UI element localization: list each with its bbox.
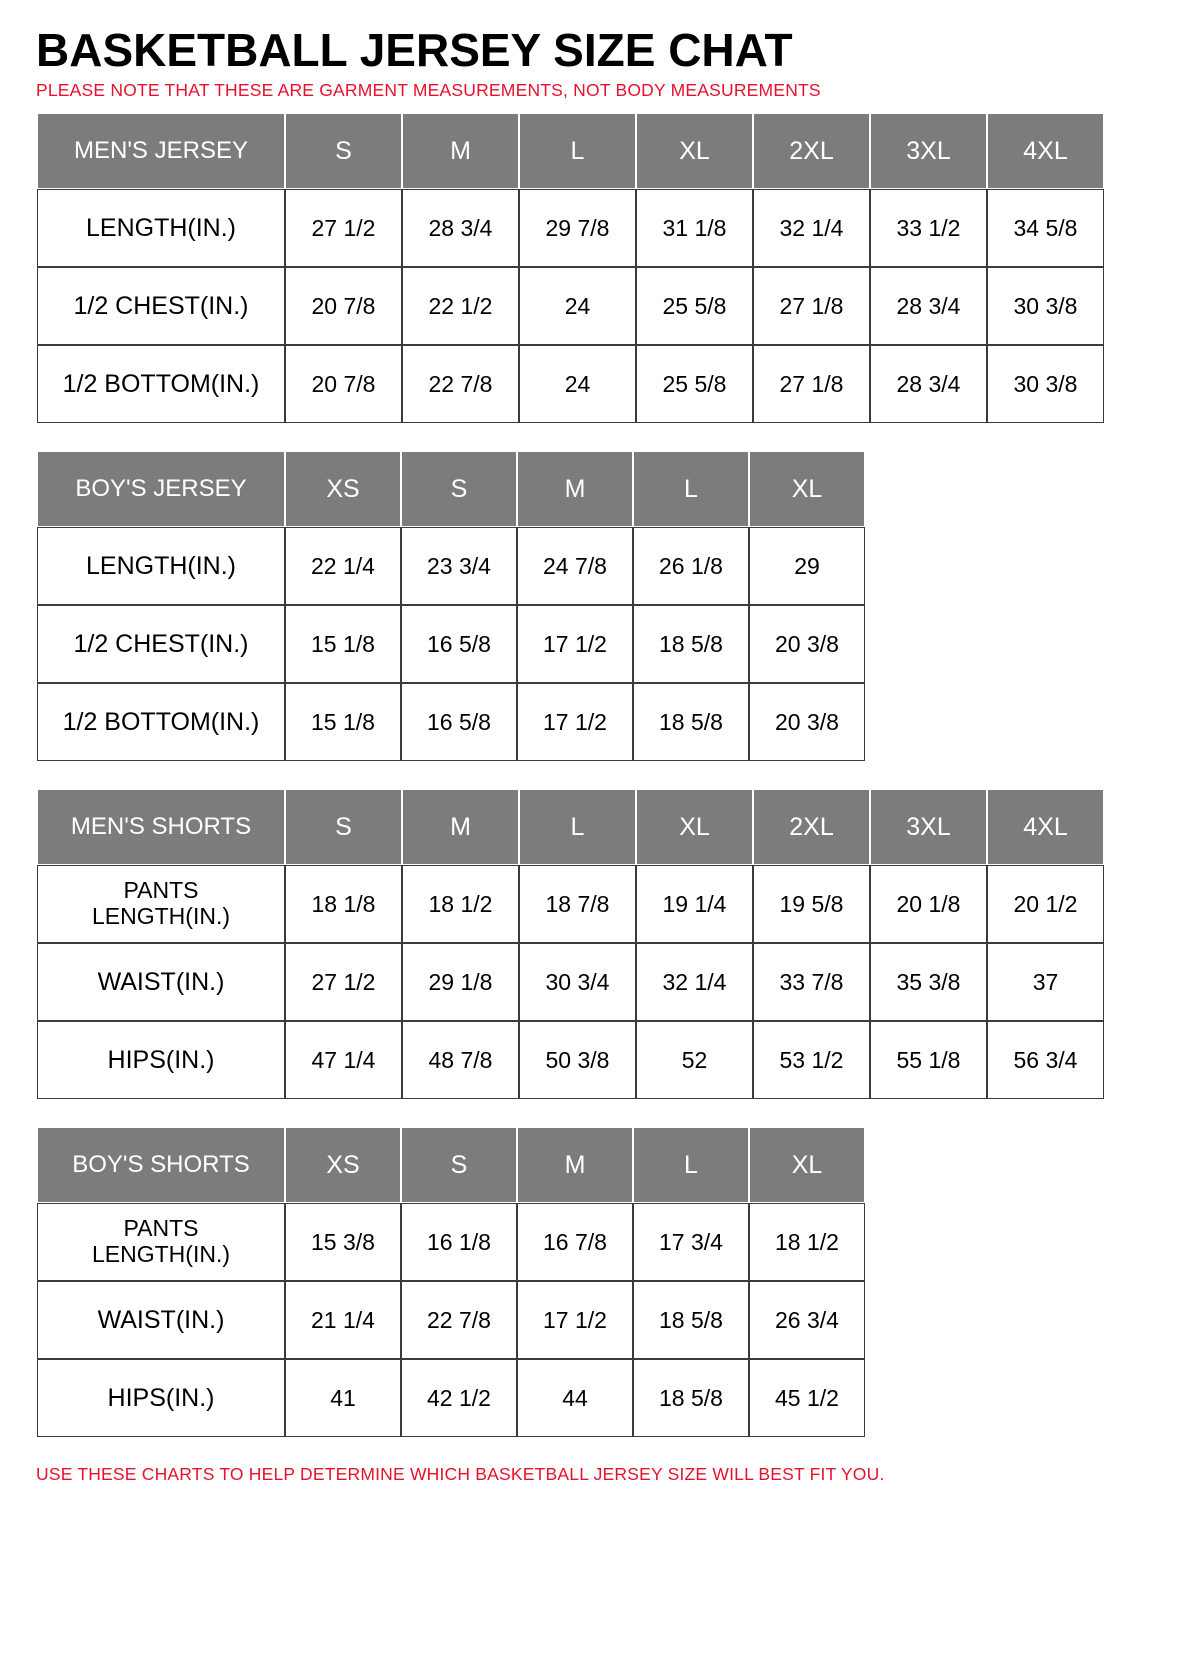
size-header-3xl: 3XL <box>870 789 987 865</box>
measurement-value: 16 1/8 <box>401 1203 517 1281</box>
measurement-value: 41 <box>285 1359 401 1437</box>
measurement-label: 1/2 CHEST(IN.) <box>37 605 285 683</box>
measurement-value: 22 1/4 <box>285 527 401 605</box>
size-header-s: S <box>285 789 402 865</box>
table-row <box>37 189 1104 267</box>
measurement-label: HIPS(IN.) <box>37 1359 285 1437</box>
measurement-value: 15 1/8 <box>285 605 401 683</box>
table-row <box>37 605 865 683</box>
size-header-xl: XL <box>749 1127 865 1203</box>
measurement-value: 18 5/8 <box>633 1359 749 1437</box>
measurement-value: 19 5/8 <box>753 865 870 943</box>
table-row <box>37 865 1104 943</box>
measurement-value: 24 <box>519 345 636 423</box>
size-header-s: S <box>401 1127 517 1203</box>
measurement-value: 16 5/8 <box>401 683 517 761</box>
measurement-value: 28 3/4 <box>870 345 987 423</box>
measurement-value: 16 7/8 <box>517 1203 633 1281</box>
measurement-label: PANTS LENGTH(IN.) <box>37 1203 285 1281</box>
table-row <box>37 345 1104 423</box>
measurement-value: 18 1/2 <box>402 865 519 943</box>
measurement-value: 27 1/8 <box>753 345 870 423</box>
size-header-xl: XL <box>636 113 753 189</box>
size-header-xs: XS <box>285 451 401 527</box>
measurement-value: 27 1/2 <box>285 943 402 1021</box>
table-category-label: MEN'S JERSEY <box>37 113 285 189</box>
size-table-boys-shorts <box>36 1126 866 1438</box>
measurement-value: 42 1/2 <box>401 1359 517 1437</box>
table-header-row <box>37 451 865 527</box>
size-header-l: L <box>519 789 636 865</box>
measurement-value: 17 1/2 <box>517 683 633 761</box>
measurement-value: 22 7/8 <box>402 345 519 423</box>
measurement-value: 34 5/8 <box>987 189 1104 267</box>
size-header-m: M <box>402 789 519 865</box>
measurement-value: 18 5/8 <box>633 1281 749 1359</box>
table-header-row <box>37 113 1104 189</box>
measurement-value: 52 <box>636 1021 753 1099</box>
measurement-value: 28 3/4 <box>870 267 987 345</box>
size-header-xl: XL <box>749 451 865 527</box>
measurement-value: 35 3/8 <box>870 943 987 1021</box>
measurement-label: LENGTH(IN.) <box>37 527 285 605</box>
measurement-value: 20 3/8 <box>749 605 865 683</box>
measurement-value: 45 1/2 <box>749 1359 865 1437</box>
table-row <box>37 943 1104 1021</box>
measurement-value: 27 1/8 <box>753 267 870 345</box>
size-header-2xl: 2XL <box>753 789 870 865</box>
size-header-l: L <box>633 1127 749 1203</box>
size-header-xl: XL <box>636 789 753 865</box>
table-row <box>37 267 1104 345</box>
size-tables-container <box>28 112 1172 1438</box>
measurement-value: 44 <box>517 1359 633 1437</box>
measurement-value: 25 5/8 <box>636 267 753 345</box>
size-header-l: L <box>519 113 636 189</box>
measurement-value: 20 1/8 <box>870 865 987 943</box>
table-header-row <box>37 789 1104 865</box>
measurement-label: 1/2 CHEST(IN.) <box>37 267 285 345</box>
size-header-4xl: 4XL <box>987 789 1104 865</box>
measurement-value: 22 7/8 <box>401 1281 517 1359</box>
measurement-value: 26 3/4 <box>749 1281 865 1359</box>
size-header-m: M <box>517 451 633 527</box>
measurement-value: 30 3/8 <box>987 267 1104 345</box>
measurement-label: WAIST(IN.) <box>37 1281 285 1359</box>
measurement-value: 20 7/8 <box>285 345 402 423</box>
size-header-4xl: 4XL <box>987 113 1104 189</box>
measurement-value: 20 1/2 <box>987 865 1104 943</box>
measurement-value: 18 7/8 <box>519 865 636 943</box>
measurement-value: 17 1/2 <box>517 1281 633 1359</box>
page-title: BASKETBALL JERSEY SIZE CHAT <box>36 24 793 76</box>
measurement-label: PANTS LENGTH(IN.) <box>37 865 285 943</box>
measurement-value: 29 <box>749 527 865 605</box>
measurement-value: 48 7/8 <box>402 1021 519 1099</box>
measurement-value: 32 1/4 <box>753 189 870 267</box>
table-category-label: BOY'S JERSEY <box>37 451 285 527</box>
measurement-value: 18 1/2 <box>749 1203 865 1281</box>
size-table-mens-shorts <box>36 788 1105 1100</box>
measurement-value: 24 <box>519 267 636 345</box>
measurement-value: 29 1/8 <box>402 943 519 1021</box>
measurement-label: HIPS(IN.) <box>37 1021 285 1099</box>
measurement-value: 33 7/8 <box>753 943 870 1021</box>
measurement-label: 1/2 BOTTOM(IN.) <box>37 345 285 423</box>
table-header-row <box>37 1127 865 1203</box>
measurement-value: 20 7/8 <box>285 267 402 345</box>
measurement-value: 29 7/8 <box>519 189 636 267</box>
measurement-value: 15 1/8 <box>285 683 401 761</box>
measurement-label: WAIST(IN.) <box>37 943 285 1021</box>
measurement-value: 17 3/4 <box>633 1203 749 1281</box>
size-header-m: M <box>517 1127 633 1203</box>
measurement-value: 32 1/4 <box>636 943 753 1021</box>
measurement-value: 31 1/8 <box>636 189 753 267</box>
measurement-value: 19 1/4 <box>636 865 753 943</box>
size-table-boys-jersey <box>36 450 866 762</box>
table-row <box>37 1281 865 1359</box>
size-table-mens-jersey <box>36 112 1105 424</box>
measurement-value: 30 3/4 <box>519 943 636 1021</box>
size-header-s: S <box>285 113 402 189</box>
measurement-value: 18 5/8 <box>633 605 749 683</box>
size-header-3xl: 3XL <box>870 113 987 189</box>
measurement-value: 25 5/8 <box>636 345 753 423</box>
measurement-value: 53 1/2 <box>753 1021 870 1099</box>
table-row <box>37 683 865 761</box>
table-row <box>37 1021 1104 1099</box>
measurement-value: 18 5/8 <box>633 683 749 761</box>
measurement-value: 55 1/8 <box>870 1021 987 1099</box>
size-header-l: L <box>633 451 749 527</box>
measurement-value: 22 1/2 <box>402 267 519 345</box>
size-header-s: S <box>401 451 517 527</box>
table-row <box>37 527 865 605</box>
measurement-value: 33 1/2 <box>870 189 987 267</box>
size-header-2xl: 2XL <box>753 113 870 189</box>
measurement-value: 28 3/4 <box>402 189 519 267</box>
measurement-value: 23 3/4 <box>401 527 517 605</box>
measurement-value: 17 1/2 <box>517 605 633 683</box>
measurement-value: 37 <box>987 943 1104 1021</box>
table-category-label: MEN'S SHORTS <box>37 789 285 865</box>
footer-note: USE THESE CHARTS TO HELP DETERMINE WHICH BASKETBALL JERSEY SIZE WILL BEST FIT YOU. <box>36 1464 885 1485</box>
measurement-value: 16 5/8 <box>401 605 517 683</box>
table-category-label: BOY'S SHORTS <box>37 1127 285 1203</box>
table-row <box>37 1359 865 1437</box>
measurement-value: 30 3/8 <box>987 345 1104 423</box>
measurement-label: LENGTH(IN.) <box>37 189 285 267</box>
size-header-xs: XS <box>285 1127 401 1203</box>
measurement-value: 24 7/8 <box>517 527 633 605</box>
measurement-value: 56 3/4 <box>987 1021 1104 1099</box>
measurement-value: 18 1/8 <box>285 865 402 943</box>
measurement-value: 27 1/2 <box>285 189 402 267</box>
measurement-value: 50 3/8 <box>519 1021 636 1099</box>
measurement-label: 1/2 BOTTOM(IN.) <box>37 683 285 761</box>
measurement-value: 47 1/4 <box>285 1021 402 1099</box>
garment-measurement-note: PLEASE NOTE THAT THESE ARE GARMENT MEASUREMENTS, NOT BODY MEASUREMENTS <box>36 80 821 101</box>
measurement-value: 20 3/8 <box>749 683 865 761</box>
measurement-value: 15 3/8 <box>285 1203 401 1281</box>
size-header-m: M <box>402 113 519 189</box>
measurement-value: 26 1/8 <box>633 527 749 605</box>
measurement-value: 21 1/4 <box>285 1281 401 1359</box>
table-row <box>37 1203 865 1281</box>
